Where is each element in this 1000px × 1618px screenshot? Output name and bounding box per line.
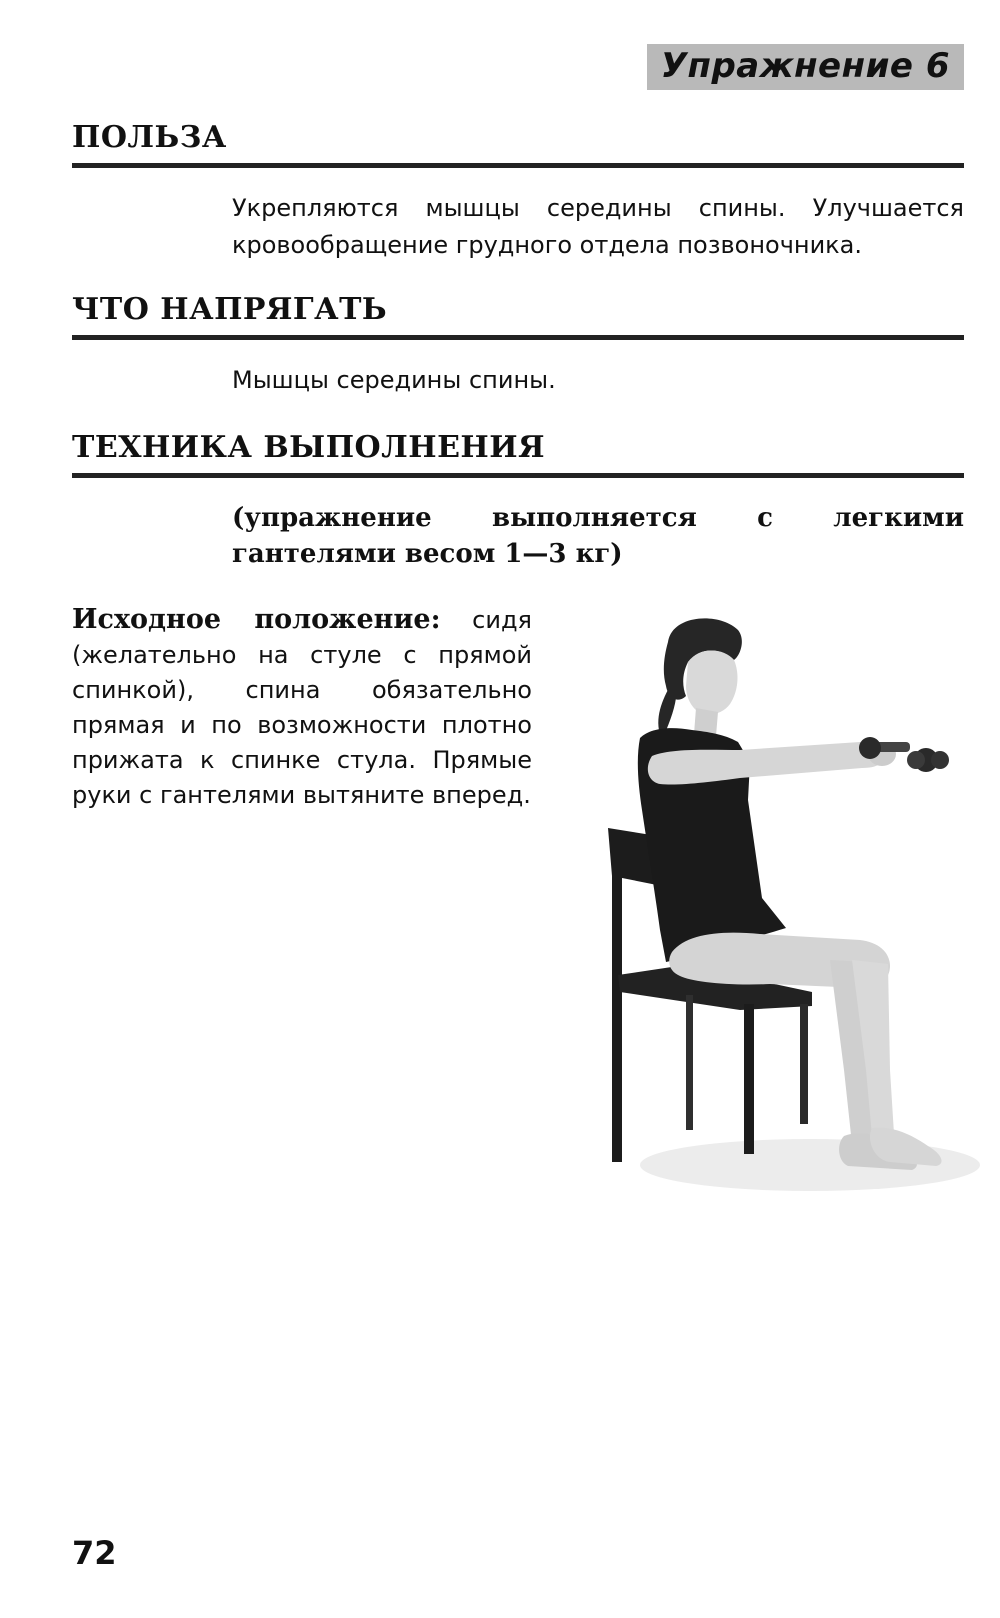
start-position-text: сидя (желательно на стуле с прямой спинкой), спина обязательно прямая и по возможности плотно прижата к спинке стула. Прямые руки с гантелями вытяните вперед. (72, 606, 532, 809)
tension-heading: ЧТО НАПРЯГАТЬ (72, 292, 964, 340)
technique-note: (упражнение выполняется с легкими гантелями весом 1—3 кг) (232, 503, 964, 569)
woman-seated-chair-dumbbells-icon (590, 600, 980, 1250)
technique-heading: ТЕХНИКА ВЫПОЛНЕНИЯ (72, 430, 964, 478)
benefit-heading: ПОЛЬЗА (72, 120, 964, 168)
tension-text: Мышцы середины спины. (232, 366, 556, 394)
page-number: 72 (72, 1534, 117, 1572)
benefit-text: Укрепляются мышцы середины спины. Улучшается кровообращение грудного отдела позвоночника. (232, 194, 964, 259)
exercise-number-badge: Упражнение 6 (647, 44, 964, 90)
start-position-label: Исходное положение: (72, 604, 441, 635)
start-position-paragraph (72, 602, 532, 813)
